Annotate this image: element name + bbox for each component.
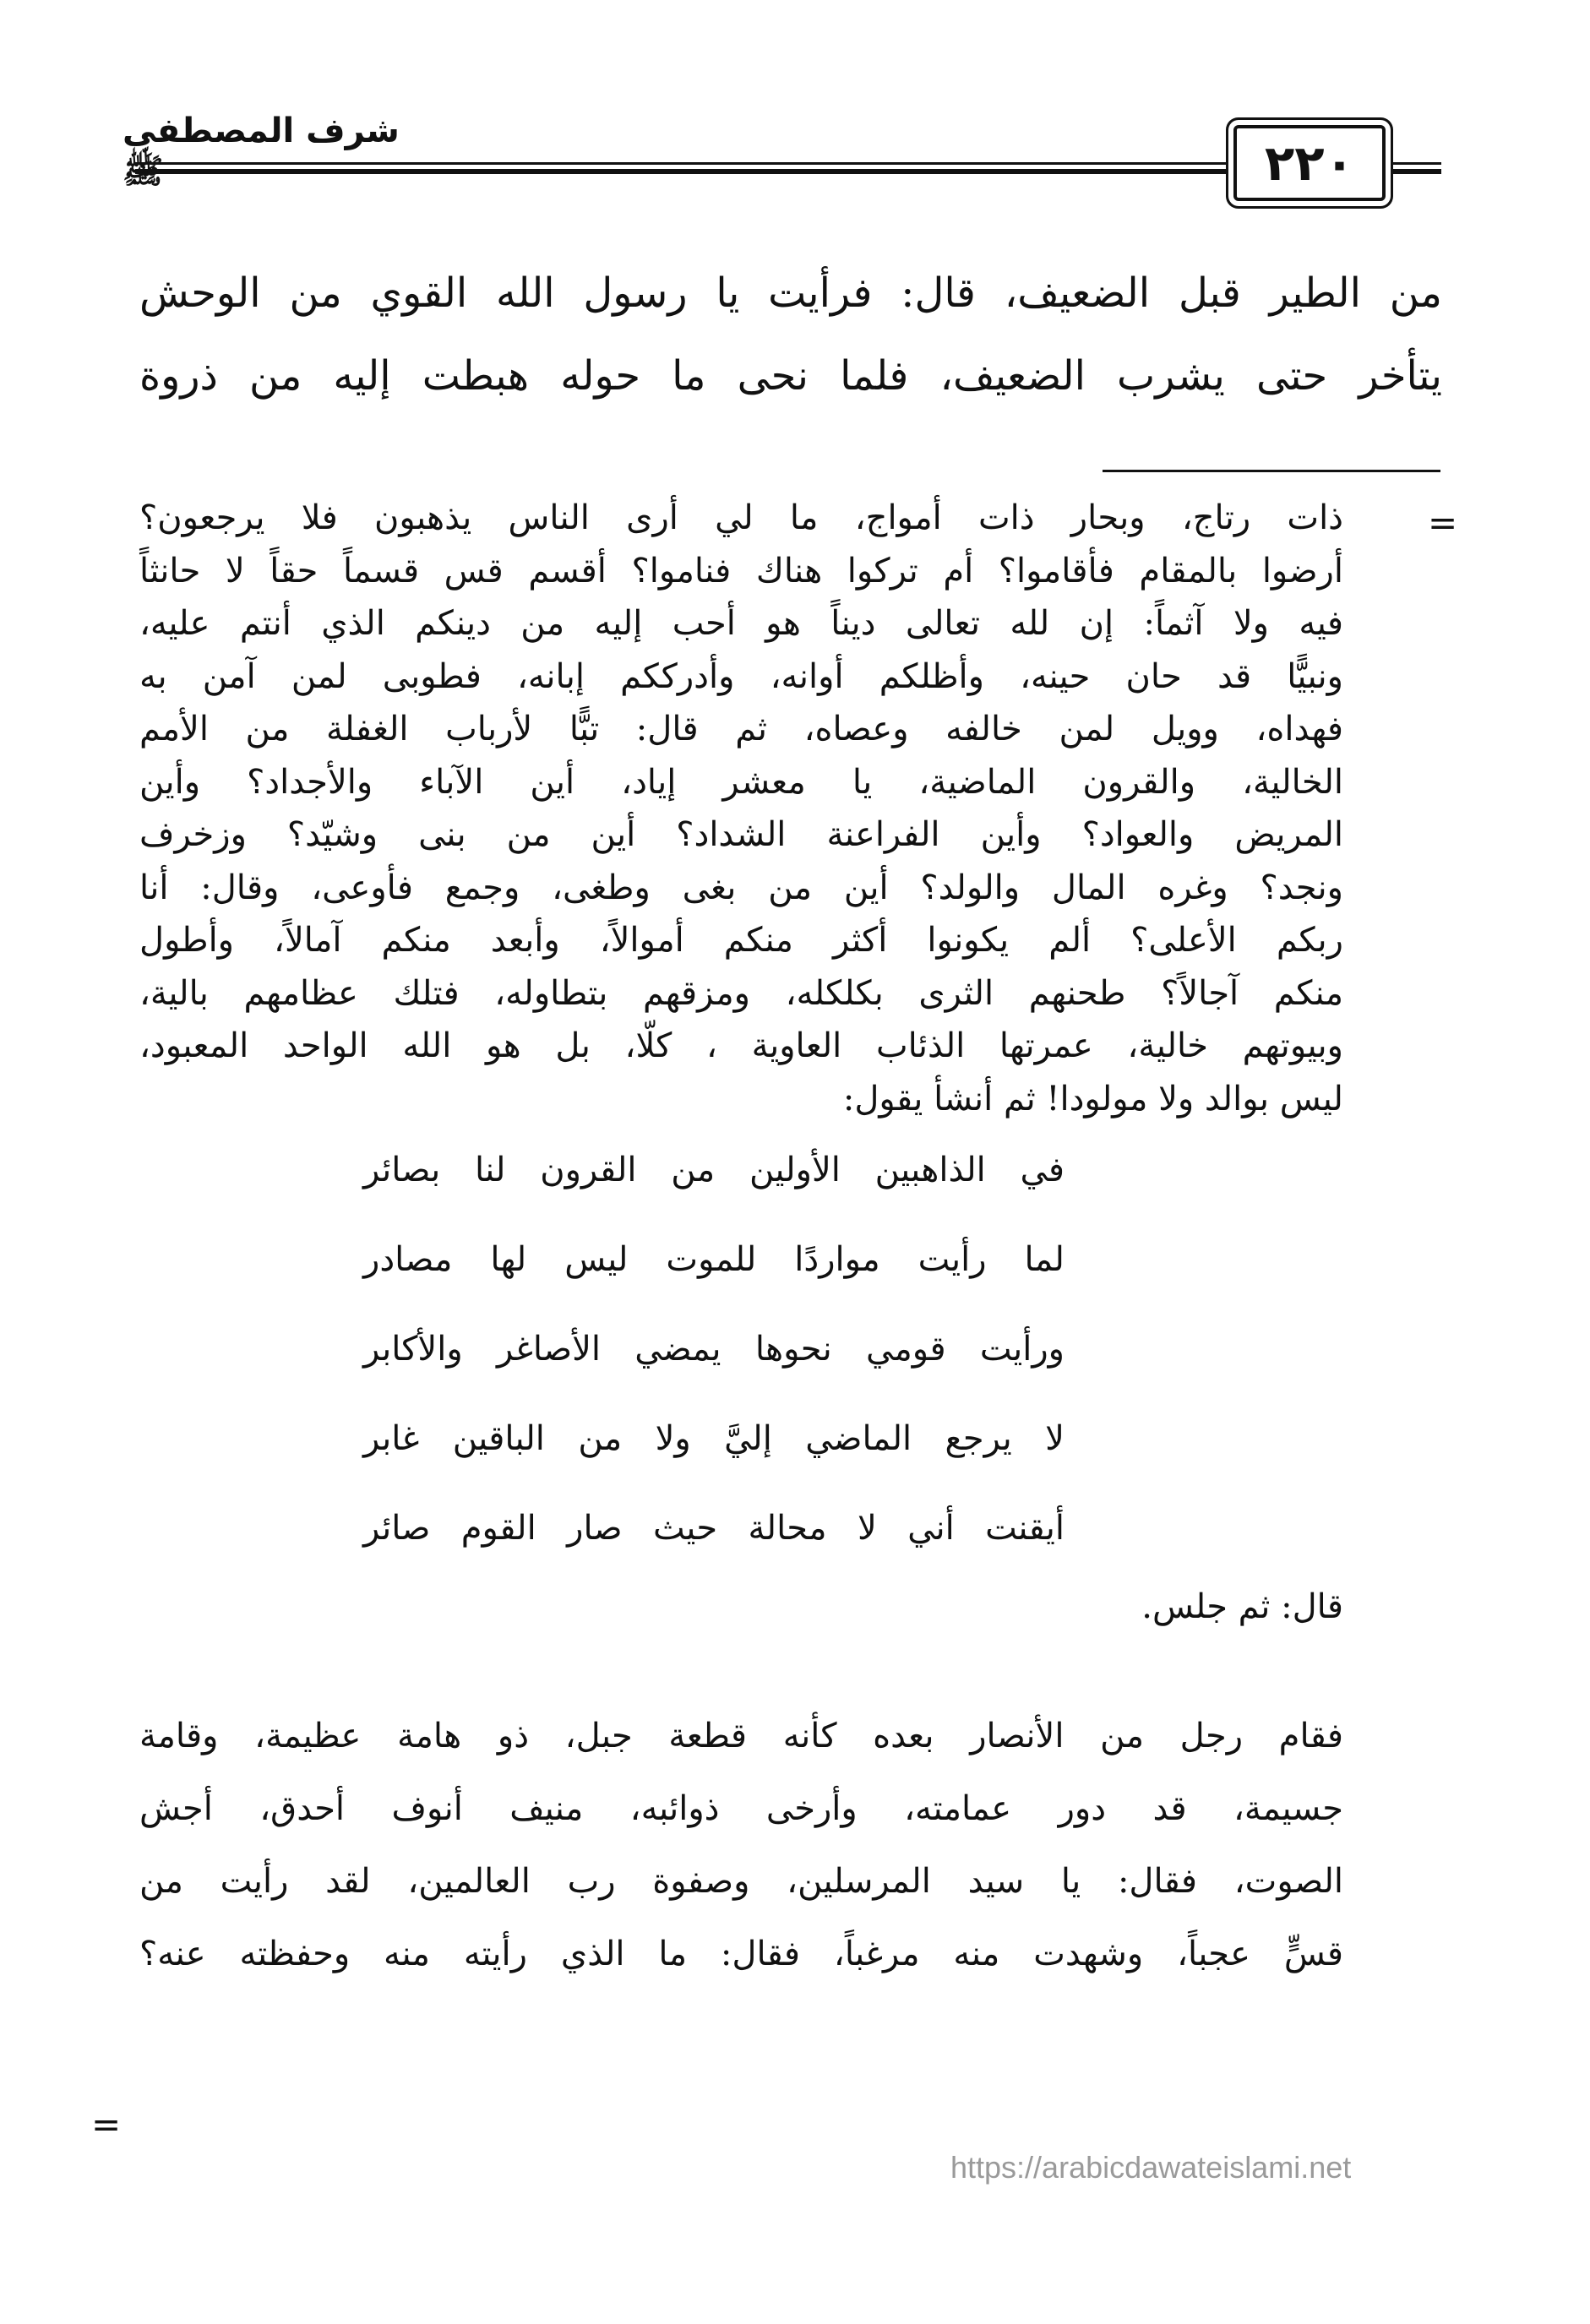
header-rule-right-top — [1386, 162, 1441, 165]
poem-verse: أيقنت أني لا محالة حيث صار القوم صائر — [363, 1509, 1065, 1548]
footnote-line: المريض والعواد؟ وأين الفراعنة الشداد؟ أين من بنى وشيّد؟ وزخرف — [139, 815, 1343, 854]
footnote-line: ونبيًّا قد حان حينه، وأظلكم أوانه، وأدرككم إبانه، فطوبى لمن آمن به — [139, 656, 1343, 696]
footnote-line: أرضوا بالمقام فأقاموا؟ أم تركوا هناك فناموا؟ أقسم قس قسماً حقاً لا حانثاً — [139, 551, 1343, 591]
main-text-line: من الطير قبل الضعيف، قال: فرأيت يا رسول الله القوي من الوحش — [139, 269, 1442, 317]
header-rule-right-bottom — [1386, 169, 1441, 174]
page-number: ٢٢٠ — [1264, 134, 1355, 192]
watermark: https://arabicdawateislami.net — [950, 2150, 1352, 2185]
footnote-line: منكم آجالاً؟ طحنهم الثرى بكلكله، ومزقهم بتطاوله، فتلك عظامهم بالية، — [139, 973, 1343, 1013]
footnote — [139, 492, 1343, 1990]
footnote-end-mark: = — [91, 2104, 122, 2145]
main-text — [139, 252, 1442, 417]
footnote-line: الخالية، والقرون الماضية، يا معشر إياد، أين الآباء والأجداد؟ وأين — [139, 762, 1343, 802]
main-text-line: يتأخر حتى يشرب الضعيف، فلما نحى ما حوله هبطت إليه من ذروة — [139, 352, 1442, 400]
after-poem-line: قال: ثم جلس. — [1141, 1587, 1343, 1626]
footnote-line: فقام رجل من الأنصار بعده كأنه قطعة جبل، ذو هامة عظيمة، وقامة — [139, 1717, 1343, 1755]
footnote-separator — [1103, 470, 1440, 472]
footnote-line: ونجد؟ وغره المال والولد؟ أين من بغى وطغى، وجمع فأوعى، وقال: أنا — [139, 868, 1343, 907]
footnote-line: قسٍّ عجباً، وشهدت منه مرغباً، فقال: ما الذي رأيته منه وحفظته عنه؟ — [139, 1935, 1343, 1973]
page-number-frame — [1233, 125, 1386, 201]
poem — [363, 1125, 1065, 1573]
running-title: شرف المصطفى ﷺ — [123, 112, 400, 191]
footnote-line: ذات رتاج، وبحار ذات أمواج، ما لي أرى الناس يذهبون فلا يرجعون؟ — [139, 498, 1343, 537]
footnote-line: وبيوتهم خالية، عمرتها الذئاب العاوية ، كلّا، بل هو الله الواحد المعبود، — [139, 1026, 1344, 1065]
poem-verse: لا يرجع الماضي إليَّ ولا من الباقين غابر — [363, 1419, 1065, 1458]
poem-verse: لما رأيت مواردًا للموت ليس لها مصادر — [363, 1240, 1065, 1279]
footnote-line: فيه ولا آثماً: إن لله تعالى ديناً هو أحب إليه من دينكم الذي أنتم عليه، — [139, 604, 1343, 643]
footnote-line: ليس بوالد ولا مولودا! ثم أنشأ يقول: — [842, 1079, 1343, 1118]
footnote-line: جسيمة، قد دور عمامته، وأرخى ذوائبه، منيف أنوف أحدق، أجش — [139, 1789, 1343, 1828]
footnote-continuation-mark: = — [1428, 502, 1458, 543]
footnote-line: ربكم الأعلى؟ ألم يكونوا أكثر منكم أموالاً، وأبعد منكم آمالاً، وأطول — [139, 921, 1343, 960]
poem-verse: في الذاهبين الأولين من القرون لنا بصائر — [363, 1151, 1065, 1189]
poem-verse: ورأيت قومي نحوها يمضي الأصاغر والأكابر — [363, 1330, 1065, 1369]
paragraph-gap — [139, 1641, 1343, 1700]
footnote-line: الصوت، فقال: يا سيد المرسلين، وصفوة رب العالمين، لقد رأيت من — [139, 1862, 1343, 1901]
footnote-line: فهداه، وويل لمن خالفه وعصاه، ثم قال: تبًّا لأرباب الغفلة من الأمم — [139, 710, 1343, 748]
